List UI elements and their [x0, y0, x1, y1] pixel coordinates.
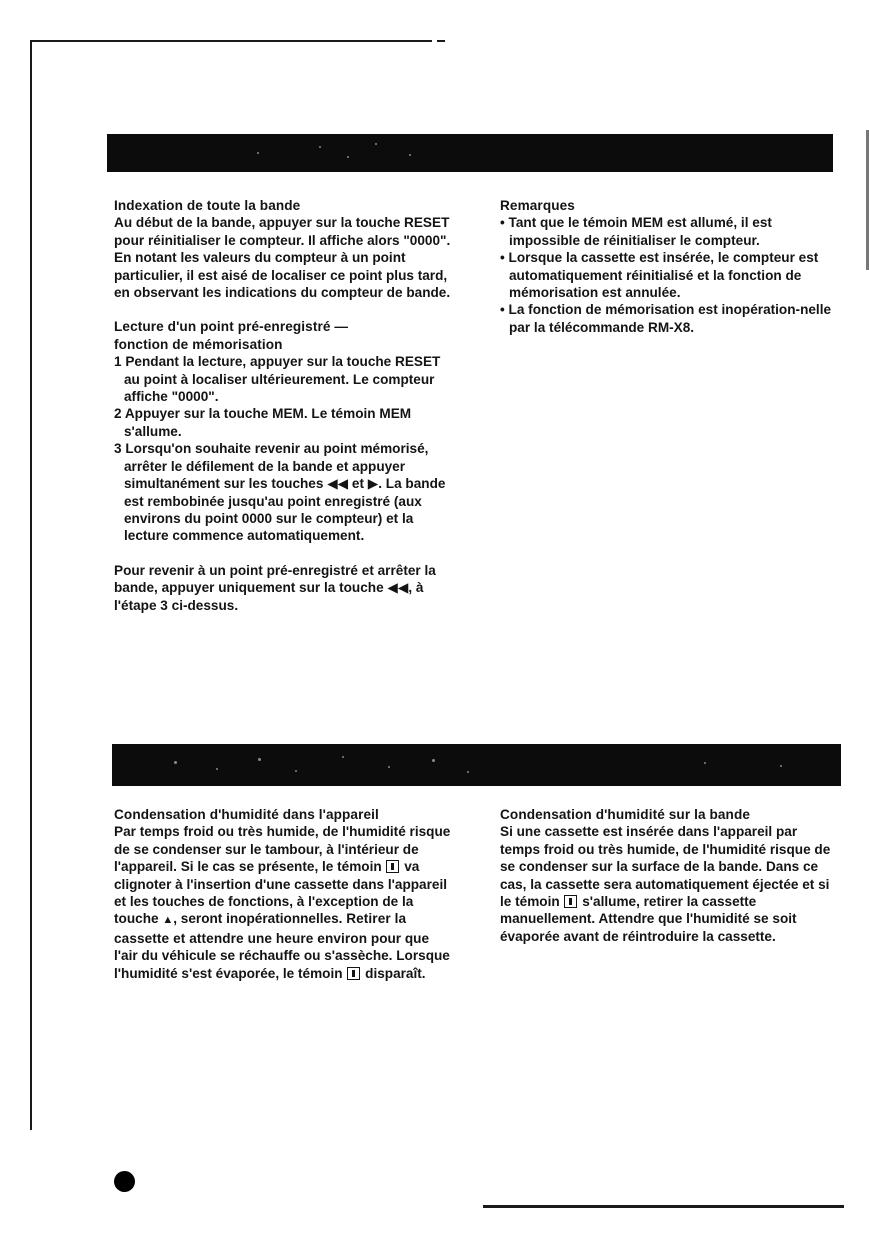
paragraph-return: Pour revenir à un point pré-enregistré et arrêter la bande, appuyer uniquement sur la touche ◀◀, à l'étape 3 ci-dessus.	[114, 562, 436, 613]
column-bottom-left	[114, 806, 454, 982]
remarks-list	[500, 214, 835, 336]
step-3: 3 Lorsqu'on souhaite revenir au point mémorisé, arrêter le défilement de la bande et appuyer simultanément sur les touches ◀◀ et ▶. La bande est rembobinée jusqu'au point enregistré (aux environs du point 0000 sur le compteur) et la lecture commence automatiquement.	[114, 441, 446, 544]
section-bar-top	[107, 134, 833, 172]
heading-remarques: Remarques	[500, 198, 575, 213]
eject-icon: ▲	[162, 914, 174, 927]
column-top-right	[500, 197, 835, 336]
remark-2: • Lorsque la cassette est insérée, le compteur est automatiquement réinitialisé et la fonction de mémorisation est annulée.	[500, 250, 819, 301]
heading-condensation-appareil: Condensation d'humidité dans l'appareil	[114, 807, 379, 822]
humidity-indicator-icon	[386, 860, 399, 873]
heading-indexation: Indexation de toute la bande	[114, 198, 301, 213]
remark-3: • La fonction de mémorisation est inopération-nelle par la télécommande RM-X8.	[500, 302, 832, 335]
page-marker-dot	[114, 1171, 135, 1192]
remark-1: • Tant que le témoin MEM est allumé, il est impossible de réinitialiser le compteur.	[500, 215, 772, 248]
column-top-left	[114, 197, 454, 614]
left-frame-rule	[30, 40, 32, 1130]
emphasis-retirer: Retirer la cassette et attendre une heure environ	[114, 911, 407, 946]
memory-steps-list	[114, 353, 454, 544]
step-2: 2 Appuyer sur la touche MEM. Le témoin MEM s'allume.	[114, 406, 412, 439]
bottom-right-rule	[483, 1205, 844, 1208]
paragraph-indexation: Au début de la bande, appuyer sur la touche RESET pour réinitialiser le compteur. Il affiche alors "0000". En notant les valeurs du compteur à un point particulier, il est aisé de localiser ce point plus tard, en observant les indications du compteur de bande.	[114, 215, 451, 301]
heading-lecture-line2: fonction de mémorisation	[114, 336, 283, 352]
humidity-indicator-icon	[564, 895, 577, 908]
paragraph-condensation-bande: Si une cassette est insérée dans l'appareil par temps froid ou très humide, de l'humidité risque de se condenser sur la surface de la bande. Dans ce cas, la cassette sera automatiquement éjectée et si le témoin s'allume, retirer la cassette manuellement. Attendre que l'humidité se soit évaporée avant de réintroduire la cassette.	[500, 824, 831, 944]
paragraph-condensation-appareil: Par temps froid ou très humide, de l'humidité risque de se condenser sur le tambour, à l'intérieur de l'appareil. Si le cas se présente, le témoin va clignoter à l'insertion d'une cassette dans l'appareil et les touches de fonctions, à l'exception de la touche ▲, seront inopérationnelles. Retirer la cassette et attendre une heure environ pour que l'air du véhicule se réchauffe ou s'assèche. Lorsque l'humidité s'est évaporée, le témoin disparaît.	[114, 824, 451, 981]
humidity-indicator-icon	[347, 967, 360, 980]
step-1: 1 Pendant la lecture, appuyer sur la touche RESET au point à localiser ultérieurement. Le compteur affiche "0000".	[114, 354, 441, 405]
top-frame-dash	[437, 40, 445, 42]
top-frame-rule	[30, 40, 432, 42]
section-bar-bottom	[112, 744, 841, 786]
column-bottom-right	[500, 806, 840, 945]
heading-condensation-bande: Condensation d'humidité sur la bande	[500, 807, 751, 822]
heading-lecture-line1: Lecture d'un point pré-enregistré —	[114, 319, 349, 335]
